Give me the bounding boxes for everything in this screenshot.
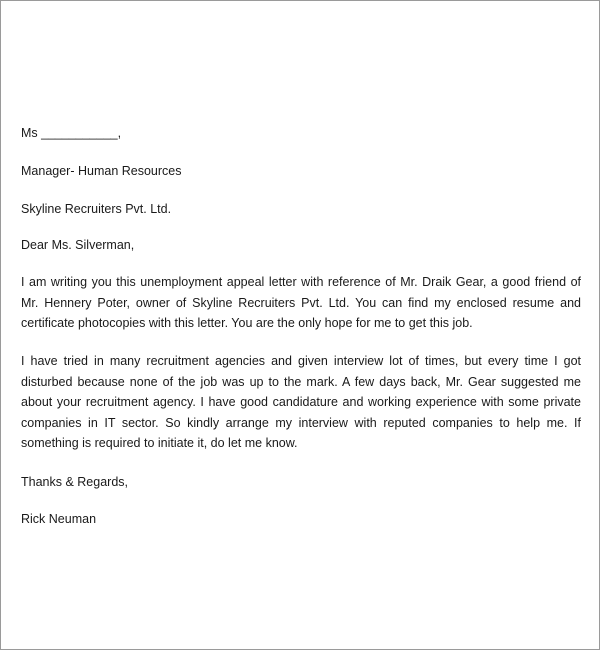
- body-paragraph-2: I have tried in many recruitment agencies and given interview lot of times, but every time I got disturbed because none of the job was up to the mark. A few days back, Mr. Gear suggested me about your recruitment agency. I have good candidature and working experience with some private companies in IT sector. So kindly arrange my interview with reputed companies to help me. If something is required to initiate it, do let me know.: [21, 354, 581, 450]
- greeting: Dear Ms. Silverman,: [21, 238, 135, 252]
- recipient-salutation: Ms ___________,: [21, 126, 122, 140]
- closing: Thanks & Regards,: [21, 475, 128, 489]
- body-paragraph-1: I am writing you this unemployment appeal letter with reference of Mr. Draik Gear, a good friend of Mr. Hennery Poter, owner of Skyline Recruiters Pvt. Ltd. You can find my enclosed resume and certificate photocopies with this letter. You are the only hope for me to get this job.: [21, 275, 581, 330]
- signature-name: Rick Neuman: [21, 512, 97, 526]
- company-name: Skyline Recruiters Pvt. Ltd.: [21, 202, 172, 216]
- recipient-title: Manager- Human Resources: [21, 164, 182, 178]
